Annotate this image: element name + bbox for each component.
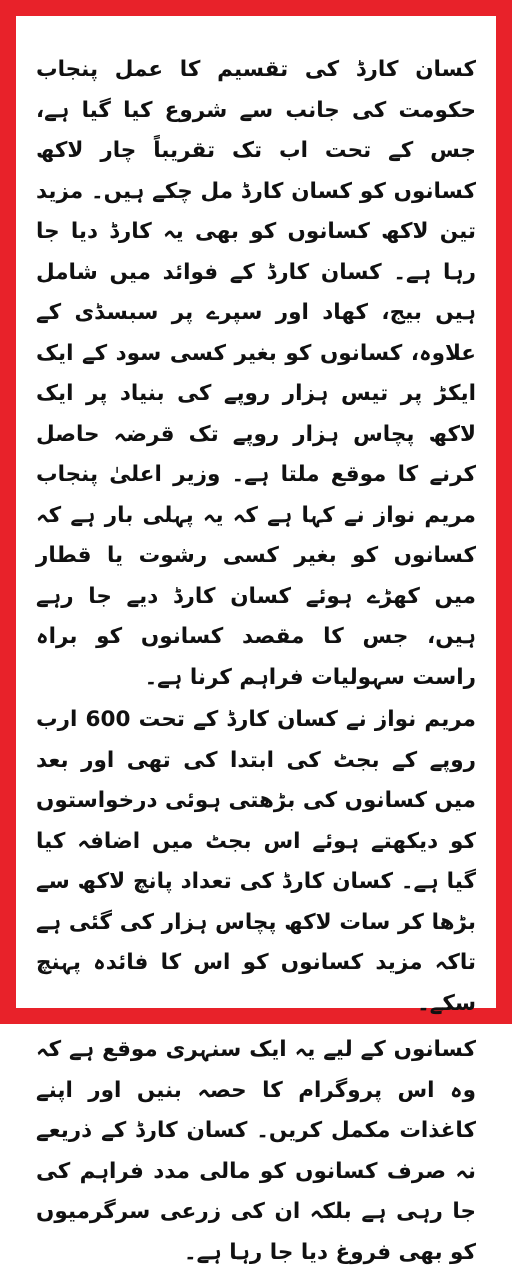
- paragraph-golden-opportunity: کسانوں کے لیے یہ ایک سنہری موقع ہے کہ وہ اس پروگرام کا حصہ بنیں اور اپنے کاغذات مکمل کریں۔ کسان کارڈ کے ذریعے نہ صرف کسانوں کو مالی مدد فراہم کی جا رہی ہے بلکہ ان کی زرعی سرگرمیوں کو بھی فروغ دیا جا رہا ہے۔: [36, 1037, 476, 1265]
- paragraph-budget-increase: مریم نواز نے کسان کارڈ کے تحت 600 ارب روپے کے بجٹ کی ابتدا کی تھی اور بعد میں کسانوں کی بڑھتی ہوئی درخواستوں کو دیکھتے ہوئے اس بجٹ میں اضافہ کیا گیا ہے۔ کسان کارڈ کی تعداد پانچ لاکھ سے بڑھا کر سات لاکھ پچاس ہزار کی گئی ہے تاکہ مزید کسانوں کو اس کا فائدہ پہنچ سکے۔: [36, 707, 476, 1016]
- paragraph-kisan-card-distribution: کسان کارڈ کی تقسیم کا عمل پنجاب حکومت کی جانب سے شروع کیا گیا ہے، جس کے تحت اب تک تقریباً چار لاکھ کسانوں کو کسان کارڈ مل چکے ہیں۔ مزید تین لاکھ کسانوں کو بھی یہ کارڈ دیا جا رہا ہے۔ کسان کارڈ کے فوائد میں شامل ہیں بیج، کھاد اور سپرے پر سبسڈی کے علاوہ، کسانوں کو بغیر کسی سود کے ایک ایکڑ پر تیس ہزار روپے کی بنیاد پر ایک لاکھ پچاس ہزار روپے تک قرضہ حاصل کرنے کا موقع ملتا ہے۔ وزیر اعلیٰ پنجاب مریم نواز نے کہا ہے کہ یہ پہلی بار ہے کہ کسانوں کو بغیر کسی رشوت یا قطار میں کھڑے ہوئے کسان کارڈ دیے جا رہے ہیں، جس کا مقصد کسانوں کو براہ راست سہولیات فراہم کرنا ہے۔: [36, 57, 476, 690]
- article-body: [36, 50, 476, 1265]
